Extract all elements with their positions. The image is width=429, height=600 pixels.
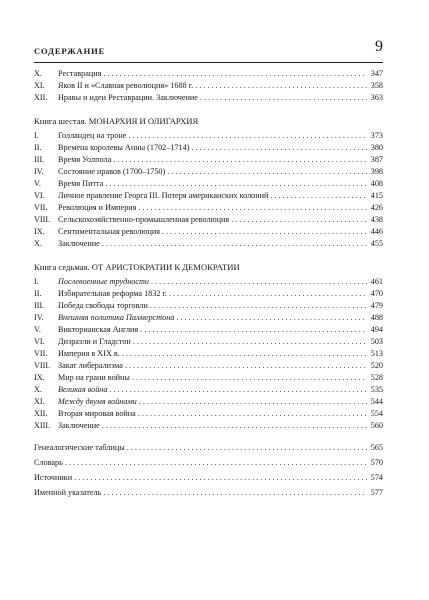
toc-entry <box>34 470 383 485</box>
chapter-title: Время Питта <box>58 179 104 188</box>
dot-leader <box>65 455 367 470</box>
chapter-title: Источники <box>34 473 73 482</box>
chapter-title: Империя в XIX в. <box>58 349 120 358</box>
table-of-contents <box>34 68 383 500</box>
chapter-number: X. <box>34 385 42 394</box>
dot-leader <box>195 80 367 92</box>
page-ref: 363 <box>370 93 383 102</box>
chapter-title: Победа свободы торговли <box>58 301 148 310</box>
dot-leader <box>169 288 367 300</box>
toc-entry <box>34 485 383 500</box>
chapter-number: VIII. <box>34 215 51 224</box>
chapter-number: VIII. <box>34 361 51 370</box>
chapter-number: IX. <box>34 373 45 382</box>
chapter-number: II. <box>34 289 42 298</box>
dot-leader <box>139 396 367 408</box>
chapter-title: Викторианская Англия <box>58 325 139 334</box>
chapter-number: VI. <box>34 191 45 200</box>
dot-leader <box>140 324 367 336</box>
dot-leader <box>191 142 367 154</box>
page-ref: 535 <box>370 385 383 394</box>
chapter-number: III. <box>34 301 45 310</box>
chapter-title: Дизраэли и Гладстон <box>58 337 131 346</box>
toc-entry <box>34 336 383 348</box>
chapter-number: IV. <box>34 313 44 322</box>
page-ref: 488 <box>370 313 383 322</box>
chapter-number: X. <box>34 69 42 78</box>
toc-group-book7 <box>34 276 383 432</box>
page-ref: 387 <box>370 155 383 164</box>
dot-leader <box>74 470 367 485</box>
dot-leader <box>200 92 367 104</box>
page-number: 9 <box>375 38 383 55</box>
page-ref: 520 <box>370 361 383 370</box>
page-ref: 461 <box>370 277 383 286</box>
page-ref: 470 <box>370 289 383 298</box>
page-ref: 494 <box>370 325 383 334</box>
chapter-title: Сентиментальная революция <box>58 227 161 236</box>
toc-entry <box>34 190 383 202</box>
chapter-title: Словарь <box>34 458 63 467</box>
page-ref: 426 <box>370 203 383 212</box>
chapter-title: Голландец на троне <box>58 131 127 140</box>
page-ref: 560 <box>370 421 383 430</box>
toc-entry <box>34 214 383 226</box>
page-ref: 479 <box>370 301 383 310</box>
toc-entry <box>34 226 383 238</box>
chapter-title: Революция и Империя <box>58 203 137 212</box>
chapter-number: III. <box>34 155 45 164</box>
toc-group-appendix <box>34 440 383 500</box>
chapter-number: I. <box>34 277 39 286</box>
chapter-title: Великая война <box>58 385 108 394</box>
page-ref: 503 <box>370 337 383 346</box>
dot-leader <box>132 372 367 384</box>
chapter-number: V. <box>34 179 41 188</box>
dot-leader <box>102 420 367 432</box>
dot-leader <box>270 190 367 202</box>
toc-entry <box>34 92 383 104</box>
toc-entry <box>34 348 383 360</box>
section-heading-book6: Книга шестая. МОНАРХИЯ И ОЛИГАРХИЯ <box>34 116 199 126</box>
page-ref: 373 <box>370 131 383 140</box>
page-ref: 455 <box>370 239 383 248</box>
toc-entry <box>34 396 383 408</box>
chapter-title: Личное правление Георга III. Потеря американских колоний <box>58 191 269 200</box>
chapter-title: Время Уолпола <box>58 155 112 164</box>
chapter-title: Яков II и «Славная революция» 1688 г. <box>58 81 194 90</box>
page-ref: 577 <box>370 488 383 497</box>
toc-entry <box>34 440 383 455</box>
page-ref: 570 <box>370 458 383 467</box>
dot-leader <box>133 336 367 348</box>
dot-leader <box>122 348 367 360</box>
chapter-title: Реставрация <box>58 69 102 78</box>
toc-entry <box>34 202 383 214</box>
chapter-number: V. <box>34 325 41 334</box>
toc-entry <box>34 324 383 336</box>
toc-entry <box>34 154 383 166</box>
chapter-title: Вторая мировая война <box>58 409 136 418</box>
toc-entry <box>34 80 383 92</box>
chapter-title: Внешняя политика Палмерстона <box>58 313 175 322</box>
chapter-number: VII. <box>34 349 48 358</box>
running-header <box>34 40 383 63</box>
toc-entry <box>34 288 383 300</box>
chapter-title: Времена королевы Анны (1702–1714) <box>58 143 190 152</box>
dot-leader <box>113 154 367 166</box>
page-ref: 544 <box>370 397 383 406</box>
toc-entry <box>34 238 383 250</box>
chapter-title: Именной указатель <box>34 488 102 497</box>
chapter-title: Закат либерализма <box>58 361 123 370</box>
chapter-number: XII. <box>34 93 48 102</box>
toc-entry <box>34 300 383 312</box>
chapter-number: X. <box>34 239 42 248</box>
chapter-title: Между двумя войнами <box>58 397 137 406</box>
chapter-title: Генеалогические таблицы <box>34 443 125 452</box>
chapter-number: XI. <box>34 397 45 406</box>
dot-leader <box>105 178 367 190</box>
toc-entry <box>34 68 383 80</box>
chapter-title: Послевоенные трудности <box>58 277 150 286</box>
dot-leader <box>125 360 367 372</box>
toc-group-book6 <box>34 130 383 250</box>
toc-entry <box>34 372 383 384</box>
page-ref: 438 <box>370 215 383 224</box>
dot-leader <box>138 202 367 214</box>
page-ref: 380 <box>370 143 383 152</box>
toc-entry <box>34 178 383 190</box>
running-title: СОДЕРЖАНИЕ <box>34 46 106 56</box>
section-heading-book7: Книга седьмая. ОТ АРИСТОКРАТИИ К ДЕМОКРАТИИ <box>34 262 240 272</box>
chapter-number: XIII. <box>34 421 51 430</box>
page-ref: 347 <box>370 69 383 78</box>
chapter-title: Заключение <box>58 239 100 248</box>
toc-entry <box>34 360 383 372</box>
chapter-number: II. <box>34 143 42 152</box>
dot-leader <box>151 276 367 288</box>
toc-entry <box>34 312 383 324</box>
dot-leader <box>167 166 367 178</box>
toc-group-book5-end <box>34 68 383 104</box>
page-ref: 408 <box>370 179 383 188</box>
chapter-title: Состояние нравов (1700–1750) <box>58 167 166 176</box>
toc-entry <box>34 420 383 432</box>
chapter-number: VI. <box>34 337 45 346</box>
page-ref: 398 <box>370 167 383 176</box>
dot-leader <box>162 226 367 238</box>
page-ref: 574 <box>370 473 383 482</box>
chapter-title: Нравы и идеи Реставрации. Заключение <box>58 93 198 102</box>
toc-entry <box>34 455 383 470</box>
chapter-title: Сельскохозяйственно-промышленная революция <box>58 215 230 224</box>
dot-leader <box>102 238 367 250</box>
dot-leader <box>231 214 367 226</box>
dot-leader <box>127 440 367 455</box>
dot-leader <box>103 485 367 500</box>
dot-leader <box>109 384 367 396</box>
toc-entry <box>34 130 383 142</box>
page-ref: 415 <box>370 191 383 200</box>
chapter-title: Избирательная реформа 1832 г. <box>58 289 167 298</box>
chapter-number: IX. <box>34 227 45 236</box>
page-ref: 554 <box>370 409 383 418</box>
toc-entry <box>34 408 383 420</box>
chapter-number: I. <box>34 131 39 140</box>
page-ref: 358 <box>370 81 383 90</box>
dot-leader <box>138 408 367 420</box>
page-ref: 513 <box>370 349 383 358</box>
toc-entry <box>34 142 383 154</box>
dot-leader <box>150 300 367 312</box>
chapter-number: XI. <box>34 81 45 90</box>
page-ref: 528 <box>370 373 383 382</box>
toc-entry <box>34 384 383 396</box>
chapter-number: XII. <box>34 409 48 418</box>
toc-entry <box>34 166 383 178</box>
dot-leader <box>128 130 367 142</box>
page-ref: 565 <box>370 443 383 452</box>
dot-leader <box>103 68 367 80</box>
chapter-title: Заключение <box>58 421 100 430</box>
page-ref: 446 <box>370 227 383 236</box>
toc-entry <box>34 276 383 288</box>
dot-leader <box>176 312 367 324</box>
chapter-title: Мир на грани войны <box>58 373 130 382</box>
chapter-number: IV. <box>34 167 44 176</box>
chapter-number: VII. <box>34 203 48 212</box>
